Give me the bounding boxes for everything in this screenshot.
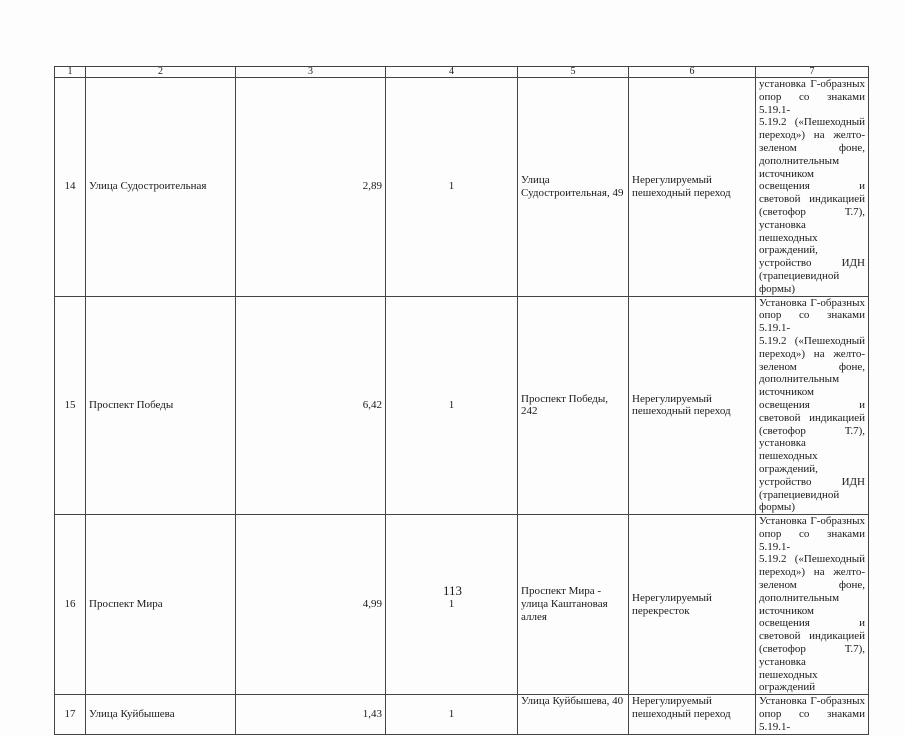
header-cell: 6: [629, 67, 756, 78]
measures-line: пешеходных ограждений,: [759, 450, 818, 475]
street-name: Проспект Победы: [86, 296, 236, 515]
row-number: 15: [55, 296, 86, 515]
row-number: 17: [55, 695, 86, 734]
count-cell: 1: [386, 695, 518, 734]
measures-line: зеленом фоне,: [759, 360, 865, 373]
header-cell: 4: [386, 67, 518, 78]
value-cell: 4,99: [236, 515, 386, 695]
measures-line: источником освещения и: [759, 386, 865, 411]
street-name: Проспект Мира: [86, 515, 236, 695]
measures-line: световой индикацией: [759, 630, 865, 643]
count-cell: 1: [386, 296, 518, 515]
table-row: [55, 695, 869, 734]
measures-line: 5.19.2 («Пешеходный: [759, 334, 865, 347]
measures-line: (светофор Т.7), установка: [759, 205, 865, 231]
measures-line: (светофор Т.7), установка: [759, 424, 865, 450]
measures-line: переход») на желто-: [759, 347, 865, 360]
measures-cell: [756, 515, 869, 695]
table-row: [55, 78, 869, 297]
measures-line: опор со знаками 5.19.1-: [759, 527, 865, 553]
header-cell: 1: [55, 67, 86, 78]
crossing-type: Нерегулируемый пешеходный переход: [629, 78, 756, 297]
page-number: 113: [442, 583, 463, 598]
measures-line: устройство ИДН: [759, 475, 865, 488]
measures-line: зеленом фоне,: [759, 141, 865, 154]
data-table: [54, 66, 869, 735]
measures-line: (светофор Т.7), установка: [759, 643, 865, 668]
address-cell: Улица Судостроительная, 49: [518, 78, 629, 297]
measures-line: пешеходных ограждений,: [759, 231, 818, 257]
crossing-type: Нерегулируемый перекресток: [629, 515, 756, 695]
measures-line: переход») на желто-: [759, 129, 865, 142]
measures-line: переход») на желто-: [759, 566, 865, 579]
header-cell: 5: [518, 67, 629, 78]
measures-line: источником освещения и: [759, 604, 865, 630]
value-cell: 6,42: [236, 296, 386, 515]
measures-line: световой индикацией: [759, 411, 865, 424]
header-cell: 3: [236, 67, 386, 78]
value-cell: 1,43: [236, 695, 386, 734]
measures-line: (трапециевидной формы): [759, 269, 840, 295]
measures-line: (трапециевидной формы): [759, 488, 840, 514]
measures-line: устройство ИДН: [759, 257, 865, 270]
measures-line: Установка Г-образных: [759, 695, 865, 708]
measures-cell: [756, 78, 869, 297]
table-row: [55, 515, 869, 695]
table-row: [55, 296, 869, 515]
measures-line: установка Г-образных: [759, 78, 865, 90]
measures-line: Установка Г-образных: [759, 296, 865, 309]
address-cell: Улица Куйбышева, 40: [518, 695, 629, 734]
measures-line: опор со знаками 5.19.1-: [759, 708, 865, 733]
crossing-type: Нерегулируемый пешеходный переход: [629, 695, 756, 734]
measures-line: зеленом фоне,: [759, 579, 865, 592]
value-cell: 2,89: [236, 78, 386, 297]
measures-line: источником освещения и: [759, 167, 865, 193]
measures-cell: [756, 296, 869, 515]
street-name: Улица Судостроительная: [86, 78, 236, 297]
measures-line: дополнительным: [759, 373, 840, 386]
row-number: 14: [55, 78, 86, 297]
row-number: 16: [55, 515, 86, 695]
measures-line: 5.19.2 («Пешеходный: [759, 116, 865, 129]
measures-line: пешеходных ограждений: [759, 668, 818, 694]
header-row: [55, 67, 869, 78]
header-cell: 2: [86, 67, 236, 78]
measures-line: опор со знаками 5.19.1-: [759, 90, 865, 116]
address-cell: Проспект Мира - улица Каштановая аллея: [518, 515, 629, 695]
measures-line: световой индикацией: [759, 193, 865, 206]
measures-line: опор со знаками 5.19.1-: [759, 309, 865, 335]
count-cell: 1: [386, 78, 518, 297]
crossing-type: Нерегулируемый пешеходный переход: [629, 296, 756, 515]
measures-line: 5.19.2 («Пешеходный: [759, 553, 865, 566]
header-cell: 7: [756, 67, 869, 78]
measures-line: Установка Г-образных: [759, 515, 865, 528]
measures-line: дополнительным: [759, 154, 840, 167]
street-name: Улица Куйбышева: [86, 695, 236, 734]
address-cell: Проспект Победы, 242: [518, 296, 629, 515]
measures-line: дополнительным: [759, 591, 840, 604]
measures-cell: [756, 695, 869, 734]
count-cell: 1: [386, 515, 518, 695]
